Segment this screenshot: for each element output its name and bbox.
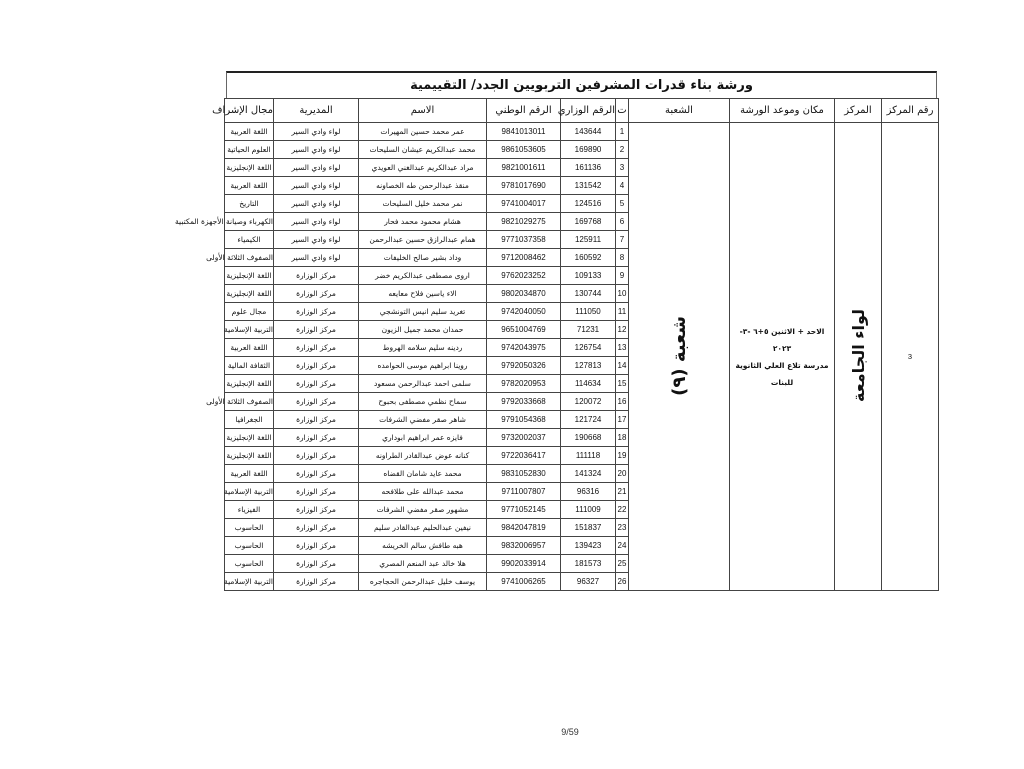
ministry-id-cell: 190668 — [561, 429, 616, 447]
header-row — [225, 99, 939, 123]
national-id-cell: 9742043975 — [487, 339, 561, 357]
seq-cell: 5 — [616, 195, 629, 213]
ministry-id-cell: 131542 — [561, 177, 616, 195]
field-cell: الفيزياء — [225, 501, 274, 519]
seq-cell: 15 — [616, 375, 629, 393]
header-group: الشعبة — [629, 99, 730, 123]
ministry-id-cell: 139423 — [561, 537, 616, 555]
ministry-id-cell: 111118 — [561, 447, 616, 465]
directorate-cell: لواء وادي السير — [274, 177, 359, 195]
header-center-no: رقم المركز — [882, 99, 939, 123]
national-id-cell: 9861053605 — [487, 141, 561, 159]
seq-cell: 7 — [616, 231, 629, 249]
seq-cell: 1 — [616, 123, 629, 141]
center-name: لواء الجامعة — [848, 309, 868, 402]
participants-table — [175, 98, 939, 591]
page-number: 9/59 — [561, 727, 579, 737]
name-cell: الاء ياسين فلاح معايعه — [359, 285, 487, 303]
national-id-cell: 9802034870 — [487, 285, 561, 303]
name-cell: نمر محمد خليل السليحات — [359, 195, 487, 213]
name-cell: محمد عبدالكريم عيشان السليحات — [359, 141, 487, 159]
national-id-cell: 9781017690 — [487, 177, 561, 195]
field-cell: اللغة العربية — [225, 123, 274, 141]
name-cell: سلمى احمد عبدالرحمن مسعود — [359, 375, 487, 393]
field-cell: اللغة العربية — [225, 177, 274, 195]
field-cell: اللغة الإنجليزية — [225, 159, 274, 177]
seq-cell: 22 — [616, 501, 629, 519]
ministry-id-cell: 120072 — [561, 393, 616, 411]
field-cell: اللغة الإنجليزية — [225, 429, 274, 447]
name-cell: تغريد سليم انيس التونشجي — [359, 303, 487, 321]
center-cell — [835, 123, 882, 591]
header-national-id: الرقم الوطني — [487, 99, 561, 123]
header-ministry-id: الرقم الوزاري — [561, 99, 616, 123]
ministry-id-cell: 130744 — [561, 285, 616, 303]
directorate-cell: مركز الوزارة — [274, 555, 359, 573]
national-id-cell: 9792050326 — [487, 357, 561, 375]
directorate-cell: لواء وادي السير — [274, 249, 359, 267]
seq-cell: 23 — [616, 519, 629, 537]
directorate-cell: مركز الوزارة — [274, 429, 359, 447]
directorate-cell: لواء وادي السير — [274, 123, 359, 141]
name-cell: كنانه عوض عبدالقادر الطراونه — [359, 447, 487, 465]
directorate-cell: مركز الوزارة — [274, 303, 359, 321]
table-body — [175, 123, 939, 591]
name-cell: اروى مصطفى عبدالكريم خضر — [359, 267, 487, 285]
name-cell: هشام محمود محمد فحار — [359, 213, 487, 231]
national-id-cell: 9651004769 — [487, 321, 561, 339]
name-cell: محمد عايد شامان القضاه — [359, 465, 487, 483]
seq-cell: 11 — [616, 303, 629, 321]
header-center: المركز — [835, 99, 882, 123]
name-cell: شاهر صقر مفضي الشرفات — [359, 411, 487, 429]
seq-cell: 13 — [616, 339, 629, 357]
directorate-cell: مركز الوزارة — [274, 357, 359, 375]
seq-cell: 19 — [616, 447, 629, 465]
seq-cell: 10 — [616, 285, 629, 303]
directorate-cell: مركز الوزارة — [274, 393, 359, 411]
field-cell: اللغة العربية — [225, 465, 274, 483]
national-id-cell: 9841013011 — [487, 123, 561, 141]
seq-cell: 3 — [616, 159, 629, 177]
national-id-cell: 9711007807 — [487, 483, 561, 501]
field-cell: الثقافة المالية — [225, 357, 274, 375]
ministry-id-cell: 126754 — [561, 339, 616, 357]
national-id-cell: 9791054368 — [487, 411, 561, 429]
national-id-cell: 9762023252 — [487, 267, 561, 285]
field-cell: الكيمياء — [225, 231, 274, 249]
field-cell: الكهرباء وصيانة الأجهزة المكتبية — [225, 213, 274, 231]
directorate-cell: لواء وادي السير — [274, 195, 359, 213]
directorate-cell: مركز الوزارة — [274, 339, 359, 357]
ministry-id-cell: 125911 — [561, 231, 616, 249]
table-row — [225, 123, 939, 141]
directorate-cell: مركز الوزارة — [274, 447, 359, 465]
national-id-cell: 9902033914 — [487, 555, 561, 573]
field-cell: الصفوف الثلاثة الأولى — [225, 249, 274, 267]
national-id-cell: 9712008462 — [487, 249, 561, 267]
directorate-cell: لواء وادي السير — [274, 159, 359, 177]
directorate-cell: مركز الوزارة — [274, 285, 359, 303]
header-name: الاسم — [359, 99, 487, 123]
national-id-cell: 9821029275 — [487, 213, 561, 231]
name-cell: همام عبدالرازق حسين عبدالرحمن — [359, 231, 487, 249]
seq-cell: 9 — [616, 267, 629, 285]
venue-cell — [730, 123, 835, 591]
ministry-id-cell: 127813 — [561, 357, 616, 375]
center-number: 3 — [907, 352, 913, 361]
directorate-cell: مركز الوزارة — [274, 519, 359, 537]
name-cell: مراد عبدالكريم عبدالغني العويدي — [359, 159, 487, 177]
seq-cell: 17 — [616, 411, 629, 429]
ministry-id-cell: 111009 — [561, 501, 616, 519]
national-id-cell: 9831052830 — [487, 465, 561, 483]
ministry-id-cell: 121724 — [561, 411, 616, 429]
seq-cell: 14 — [616, 357, 629, 375]
ministry-id-cell: 151837 — [561, 519, 616, 537]
ministry-id-cell: 141324 — [561, 465, 616, 483]
seq-cell: 21 — [616, 483, 629, 501]
directorate-cell: مركز الوزارة — [274, 267, 359, 285]
ministry-id-cell: 109133 — [561, 267, 616, 285]
name-cell: هلا خالد عبد المنعم المصري — [359, 555, 487, 573]
national-id-cell: 9742040050 — [487, 303, 561, 321]
ministry-id-cell: 160592 — [561, 249, 616, 267]
name-cell: روينا ابراهيم موسى الحوامده — [359, 357, 487, 375]
name-cell: هبه طافش سالم الخريشه — [359, 537, 487, 555]
seq-cell: 20 — [616, 465, 629, 483]
field-cell: اللغة الإنجليزية — [225, 447, 274, 465]
ministry-id-cell: 71231 — [561, 321, 616, 339]
directorate-cell: مركز الوزارة — [274, 573, 359, 591]
name-cell: عمر محمد حسين المهيرات — [359, 123, 487, 141]
directorate-cell: مركز الوزارة — [274, 483, 359, 501]
ministry-id-cell: 124516 — [561, 195, 616, 213]
name-cell: منقذ عبدالرحمن طه الخصاونه — [359, 177, 487, 195]
national-id-cell: 9741004017 — [487, 195, 561, 213]
national-id-cell: 9771037358 — [487, 231, 561, 249]
field-cell: العلوم الحياتية — [225, 141, 274, 159]
field-cell: الصفوف الثلاثة الأولى — [225, 393, 274, 411]
national-id-cell: 9821001611 — [487, 159, 561, 177]
directorate-cell: لواء وادي السير — [274, 141, 359, 159]
venue-school: مدرسة تلاع العلي الثانوية — [735, 360, 829, 370]
national-id-cell: 9842047819 — [487, 519, 561, 537]
name-cell: فايزه عمر ابراهيم ابوداري — [359, 429, 487, 447]
group-cell — [629, 123, 730, 591]
national-id-cell: 9782020953 — [487, 375, 561, 393]
name-cell: ردينه سليم سلامه الهروط — [359, 339, 487, 357]
seq-cell: 24 — [616, 537, 629, 555]
field-cell: التربية الإسلامية — [225, 573, 274, 591]
seq-cell: 6 — [616, 213, 629, 231]
field-cell: التاريخ — [225, 195, 274, 213]
venue-school-suffix: للبنات — [770, 377, 794, 387]
name-cell: حمدان محمد جميل الزيون — [359, 321, 487, 339]
directorate-cell: مركز الوزارة — [274, 465, 359, 483]
ministry-id-cell: 181573 — [561, 555, 616, 573]
field-cell: اللغة الإنجليزية — [225, 375, 274, 393]
ministry-id-cell: 169768 — [561, 213, 616, 231]
name-cell: سماح نظمي مصطفى بحبوح — [359, 393, 487, 411]
national-id-cell: 9832006957 — [487, 537, 561, 555]
directorate-cell: مركز الوزارة — [274, 375, 359, 393]
ministry-id-cell: 114634 — [561, 375, 616, 393]
seq-cell: 4 — [616, 177, 629, 195]
field-cell: الحاسوب — [225, 519, 274, 537]
national-id-cell: 9722036417 — [487, 447, 561, 465]
ministry-id-cell: 161136 — [561, 159, 616, 177]
national-id-cell: 9732002037 — [487, 429, 561, 447]
header-directorate: المديرية — [274, 99, 359, 123]
name-cell: محمد عبدالله على طلافحه — [359, 483, 487, 501]
field-cell: التربية الإسلامية — [225, 483, 274, 501]
field-cell: الجغرافيا — [225, 411, 274, 429]
field-cell: اللغة العربية — [225, 339, 274, 357]
name-cell: نيفين عبدالحليم عبدالقادر سليم — [359, 519, 487, 537]
field-cell: الحاسوب — [225, 555, 274, 573]
center-number-cell — [882, 123, 939, 591]
directorate-cell: لواء وادي السير — [274, 213, 359, 231]
national-id-cell: 9741006265 — [487, 573, 561, 591]
directorate-cell: مركز الوزارة — [274, 411, 359, 429]
seq-cell: 18 — [616, 429, 629, 447]
ministry-id-cell: 169890 — [561, 141, 616, 159]
national-id-cell: 9771052145 — [487, 501, 561, 519]
seq-cell: 26 — [616, 573, 629, 591]
ministry-id-cell: 143644 — [561, 123, 616, 141]
directorate-cell: مركز الوزارة — [274, 537, 359, 555]
name-cell: مشهور صقر مفضي الشرفات — [359, 501, 487, 519]
national-id-cell: 9792033668 — [487, 393, 561, 411]
seq-cell: 2 — [616, 141, 629, 159]
field-cell: مجال علوم — [225, 303, 274, 321]
name-cell: وداد بشير صالح الخليفات — [359, 249, 487, 267]
document-title: ورشة بناء قدرات المشرفين التربويين الجدد/ التقييمية — [226, 71, 937, 99]
field-cell: الحاسوب — [225, 537, 274, 555]
seq-cell: 16 — [616, 393, 629, 411]
header-venue: مكان وموعد الورشة — [730, 99, 835, 123]
venue-dates: الاحد + الاثنين ٥+٦ -٣- — [739, 326, 825, 336]
venue-year: ٢٠٢٣ — [772, 343, 792, 353]
header-seq: ت — [616, 99, 629, 123]
header-field: مجال الإشراف — [225, 99, 274, 123]
directorate-cell: لواء وادي السير — [274, 231, 359, 249]
directorate-cell: مركز الوزارة — [274, 501, 359, 519]
field-cell: التربية الإسلامية — [225, 321, 274, 339]
seq-cell: 8 — [616, 249, 629, 267]
field-cell: اللغة الإنجليزية — [225, 267, 274, 285]
ministry-id-cell: 96327 — [561, 573, 616, 591]
name-cell: يوسف خليل عبدالرحمن الحجاجره — [359, 573, 487, 591]
ministry-id-cell: 96316 — [561, 483, 616, 501]
group-label: شعبة (٩) — [668, 315, 690, 396]
seq-cell: 12 — [616, 321, 629, 339]
seq-cell: 25 — [616, 555, 629, 573]
ministry-id-cell: 111050 — [561, 303, 616, 321]
directorate-cell: مركز الوزارة — [274, 321, 359, 339]
field-cell: اللغة الإنجليزية — [225, 285, 274, 303]
